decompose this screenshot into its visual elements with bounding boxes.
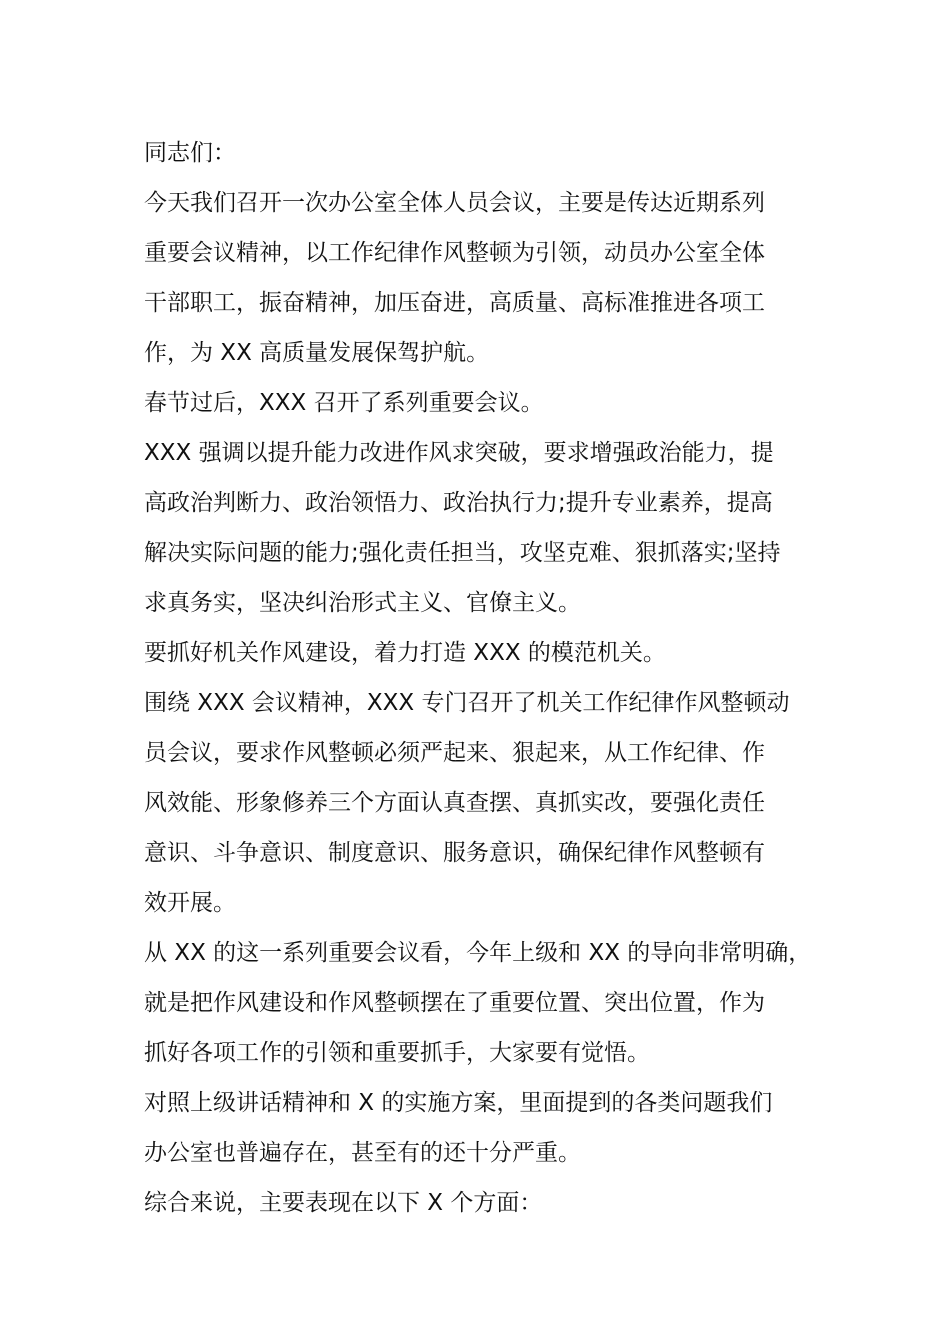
text-line: 风效能、形象修养三个方面认真查摆、真抓实改，要强化责任 xyxy=(144,790,765,816)
text-line: 员会议，要求作风整顿必须严起来、狠起来，从工作纪律、作 xyxy=(144,740,765,766)
salutation-line: 同志们： xyxy=(144,140,236,166)
text-line: 就是把作风建设和作风整顿摆在了重要位置、突出位置，作为 xyxy=(144,990,765,1016)
text-line: 重要会议精神，以工作纪律作风整顿为引领，动员办公室全体 xyxy=(144,240,765,266)
text-line: 综合来说，主要表现在以下 X 个方面： xyxy=(144,1190,543,1216)
text-line: 效开展。 xyxy=(144,890,236,916)
text-line: 春节过后，XXX 召开了系列重要会议。 xyxy=(144,390,544,416)
text-line: 求真务实，坚决纠治形式主义、官僚主义。 xyxy=(144,590,581,616)
text-line: 意识、斗争意识、制度意识、服务意识，确保纪律作风整顿有 xyxy=(144,840,765,866)
text-line: 要抓好机关作风建设，着力打造 XXX 的模范机关。 xyxy=(144,640,666,666)
text-line: 从 XX 的这一系列重要会议看，今年上级和 XX 的导向非常明确， xyxy=(144,940,812,966)
text-line: 今天我们召开一次办公室全体人员会议，主要是传达近期系列 xyxy=(144,190,765,216)
text-line: XXX 强调以提升能力改进作风求突破，要求增强政治能力，提 xyxy=(144,440,774,466)
text-line: 干部职工，振奋精神，加压奋进，高质量、高标准推进各项工 xyxy=(144,290,765,316)
text-line: 抓好各项工作的引领和重要抓手，大家要有觉悟。 xyxy=(144,1040,650,1066)
document-body xyxy=(144,128,816,1228)
text-line: 作，为 XX 高质量发展保驾护航。 xyxy=(144,340,490,366)
text-line: 办公室也普遍存在，甚至有的还十分严重。 xyxy=(144,1140,581,1166)
text-line: 高政治判断力、政治领悟力、政治执行力;提升专业素养，提高 xyxy=(144,490,773,516)
text-line: 围绕 XXX 会议精神，XXX 专门召开了机关工作纪律作风整顿动 xyxy=(144,690,790,716)
text-line: 解决实际问题的能力;强化责任担当，攻坚克难、狠抓落实;坚持 xyxy=(144,540,781,566)
text-line: 对照上级讲话精神和 X 的实施方案，里面提到的各类问题我们 xyxy=(144,1090,773,1116)
